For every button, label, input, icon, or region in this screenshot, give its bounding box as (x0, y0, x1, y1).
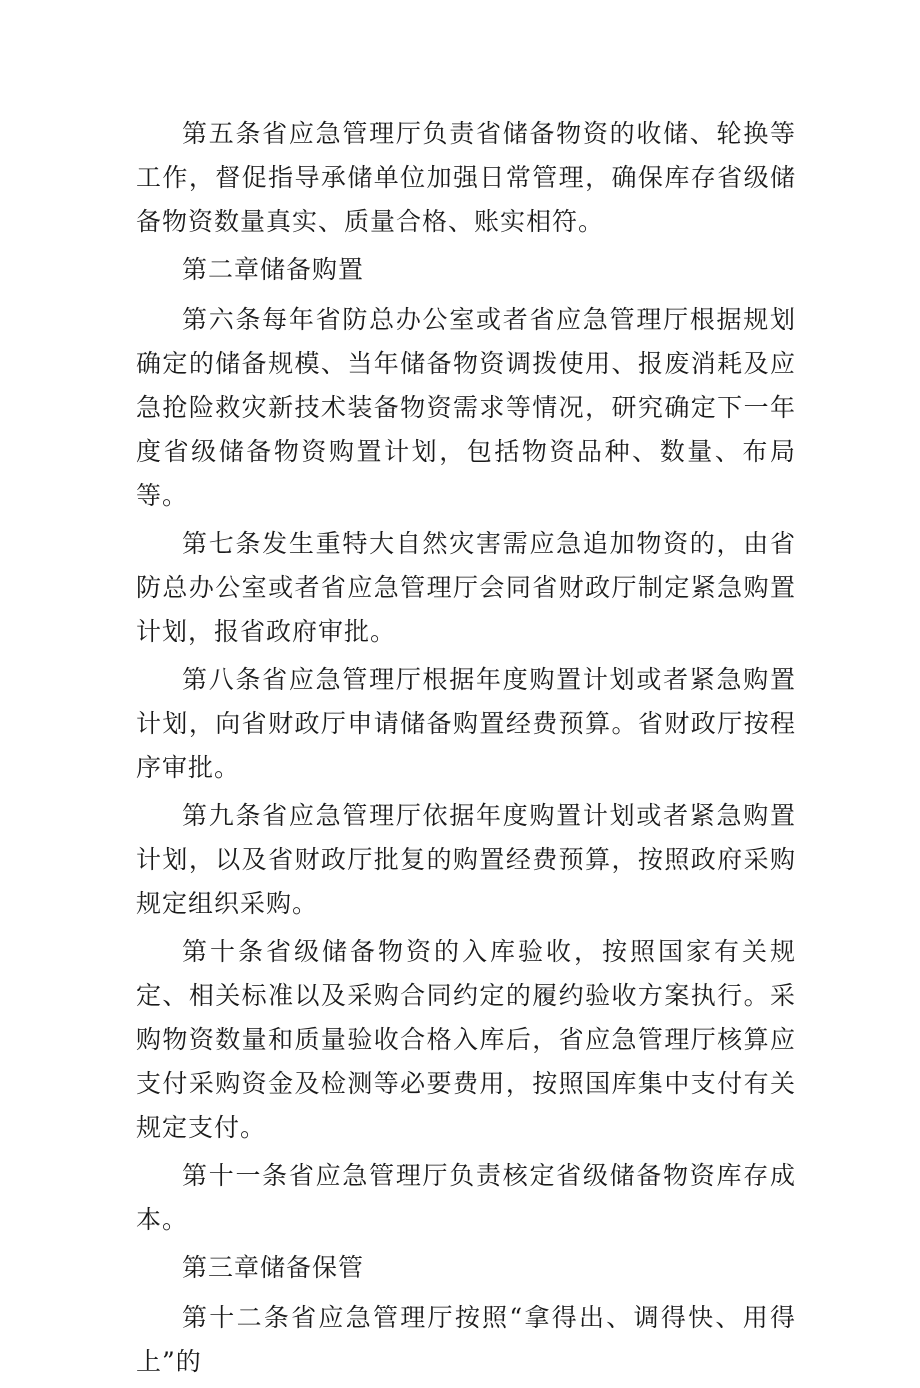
article-11-paragraph: 第十一条省应急管理厅负责核定省级储备物资库存成本。 (136, 1161, 796, 1234)
article-9-paragraph: 第九条省应急管理厅依据年度购置计划或者紧急购置计划，以及省财政厅批复的购置经费预算，按照政府采购规定组织采购。 (136, 801, 796, 918)
article-12-paragraph: 第十二条省应急管理厅按照“拿得出、调得快、用得上”的 (136, 1303, 796, 1376)
article-5-paragraph: 第五条省应急管理厅负责省储备物资的收储、轮换等工作，督促指导承储单位加强日常管理，确保库存省级储备物资数量真实、质量合格、账实相符。 (136, 119, 796, 236)
document-body (136, 112, 796, 1388)
article-7-paragraph: 第七条发生重特大自然灾害需应急追加物资的，由省防总办公室或者省应急管理厅会同省财政厅制定紧急购置计划，报省政府审批。 (136, 529, 796, 646)
article-8-paragraph: 第八条省应急管理厅根据年度购置计划或者紧急购置计划，向省财政厅申请储备购置经费预算。省财政厅按程序审批。 (136, 665, 796, 782)
article-10-paragraph: 第十条省级储备物资的入库验收，按照国家有关规定、相关标准以及采购合同约定的履约验收方案执行。采购物资数量和质量验收合格入库后，省应急管理厅核算应支付采购资金及检测等必要费用，按照国库集中支付有关规定支付。 (136, 937, 796, 1142)
article-6-paragraph: 第六条每年省防总办公室或者省应急管理厅根据规划确定的储备规模、当年储备物资调拨使用、报废消耗及应急抢险救灾新技术装备物资需求等情况，研究确定下一年度省级储备物资购置计划，包括物资品种、数量、布局等。 (136, 305, 796, 510)
chapter-3-heading: 第三章储备保管 (182, 1253, 365, 1282)
chapter-2-heading: 第二章储备购置 (182, 255, 365, 284)
